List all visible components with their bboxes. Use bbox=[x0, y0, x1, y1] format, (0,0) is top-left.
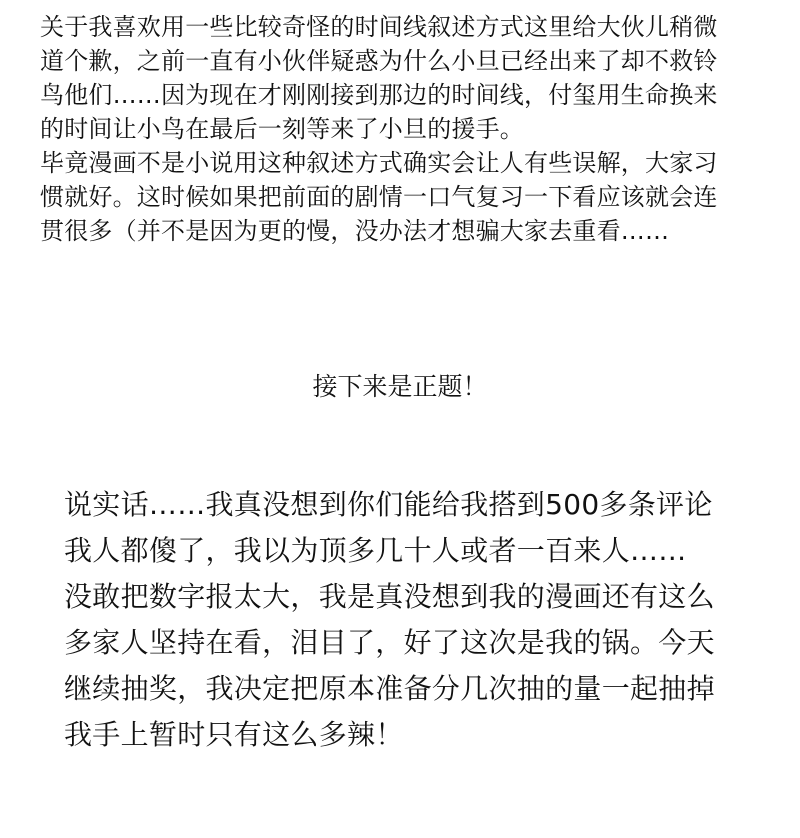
main-line: 我人都傻了，我以为顶多几十人或者一百来人…… bbox=[64, 534, 687, 567]
main-line: 继续抽奖，我决定把原本准备分几次抽的量一起抽掉 bbox=[64, 672, 715, 705]
intro-line: 毕竟漫画不是小说用这种叙述方式确实会让人有些误解，大家习 bbox=[40, 149, 718, 177]
main-line: 没敢把数字报太大，我是真没想到我的漫画还有这么 bbox=[64, 580, 715, 613]
main-line: 说实话……我真没想到你们能给我搭到500多条评论 bbox=[64, 488, 713, 521]
intro-line: 的时间让小鸟在最后一刻等来了小旦的援手。 bbox=[40, 115, 524, 143]
intro-line: 鸟他们……因为现在才刚刚接到那边的时间线，付玺用生命换来 bbox=[40, 81, 718, 109]
main-line: 我手上暂时只有这么多辣！ bbox=[64, 718, 404, 751]
intro-line: 道个歉，之前一直有小伙伴疑惑为什么小旦已经出来了却不救铃 bbox=[40, 47, 718, 75]
intro-line: 惯就好。这时候如果把前面的剧情一口气复习一下看应该就会连 bbox=[40, 183, 718, 211]
section-heading: 接下来是正题！ bbox=[312, 372, 488, 401]
intro-line: 贯很多（并不是因为更的慢，没办法才想骗大家去重看…… bbox=[40, 217, 670, 245]
intro-line: 关于我喜欢用一些比较奇怪的时间线叙述方式这里给大伙儿稍微 bbox=[40, 13, 718, 41]
main-line: 多家人坚持在看，泪目了，好了这次是我的锅。今天 bbox=[64, 626, 715, 659]
intro-paragraph bbox=[40, 10, 770, 248]
main-paragraph bbox=[64, 482, 784, 758]
